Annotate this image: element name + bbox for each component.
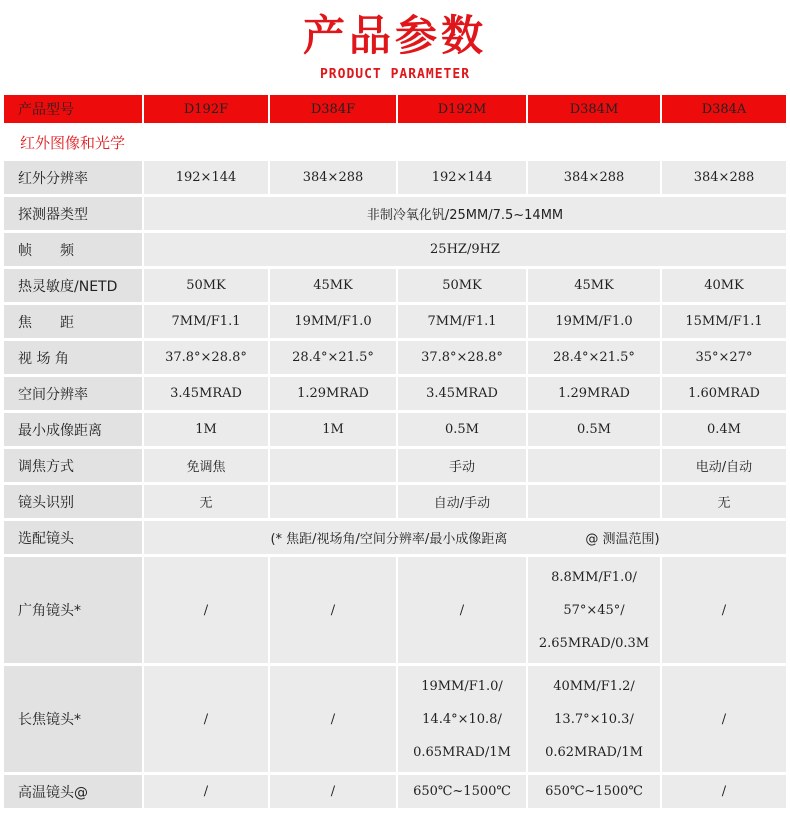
model-label: 产品型号 xyxy=(4,95,142,123)
cell: 非制冷氧化钒/25MM/7.5~14MM xyxy=(142,197,786,230)
cell: / xyxy=(660,557,786,663)
cell: 15MM/F1.1 xyxy=(660,305,786,338)
table-row xyxy=(4,413,786,446)
cell: 192×144 xyxy=(142,161,268,194)
cell: 0.4M xyxy=(660,413,786,446)
cell xyxy=(526,485,660,518)
cell: / xyxy=(660,775,786,808)
cell: 28.4°×21.5° xyxy=(268,341,396,374)
header-row xyxy=(4,95,786,123)
cell: 28.4°×21.5° xyxy=(526,341,660,374)
row-label: 红外分辨率 xyxy=(4,161,142,194)
row-label: 长焦镜头* xyxy=(4,666,142,772)
cell: 3.45MRAD xyxy=(142,377,268,410)
cell: 1.29MRAD xyxy=(526,377,660,410)
cell xyxy=(526,449,660,482)
cell: 192×144 xyxy=(396,161,526,194)
page-title: 产品参数 xyxy=(302,11,487,60)
cell: 45MK xyxy=(526,269,660,302)
cell: 3.45MRAD xyxy=(396,377,526,410)
cell: 免调焦 xyxy=(142,449,268,482)
cell: 7MM/F1.1 xyxy=(142,305,268,338)
table-row xyxy=(4,775,786,808)
cell xyxy=(396,666,526,772)
table-row xyxy=(4,449,786,482)
cell xyxy=(526,557,660,663)
cell: 35°×27° xyxy=(660,341,786,374)
cell: / xyxy=(268,666,396,772)
row-label: 最小成像距离 xyxy=(4,413,142,446)
table-row xyxy=(4,485,786,518)
cell: 自动/手动 xyxy=(396,485,526,518)
table-row xyxy=(4,341,786,374)
table-row xyxy=(4,377,786,410)
row-label: 帧 频 xyxy=(4,233,142,266)
row-label: 视 场 角 xyxy=(4,341,142,374)
row-label: 空间分辨率 xyxy=(4,377,142,410)
cell xyxy=(268,449,396,482)
cell: 19MM/F1.0 xyxy=(268,305,396,338)
cell-line: 8.8MM/F1.0/ xyxy=(551,569,637,585)
cell: / xyxy=(142,775,268,808)
cell: / xyxy=(142,557,268,663)
table-row xyxy=(4,521,786,554)
table-row xyxy=(4,233,786,266)
cell: 50MK xyxy=(142,269,268,302)
cell: 19MM/F1.0 xyxy=(526,305,660,338)
cell xyxy=(526,666,660,772)
cell: 1M xyxy=(268,413,396,446)
cell: 384×288 xyxy=(268,161,396,194)
cell-line: 0.62MRAD/1M xyxy=(545,744,643,760)
table-row xyxy=(4,557,786,663)
cell: 25HZ/9HZ xyxy=(142,233,786,266)
cell-line: 0.65MRAD/1M xyxy=(413,744,511,760)
cell: 37.8°×28.8° xyxy=(142,341,268,374)
cell: 650℃~1500℃ xyxy=(526,775,660,808)
table-row xyxy=(4,305,786,338)
row-label: 高温镜头@ xyxy=(4,775,142,808)
cell xyxy=(268,485,396,518)
cell: 1M xyxy=(142,413,268,446)
cell: 1.29MRAD xyxy=(268,377,396,410)
cell: 45MK xyxy=(268,269,396,302)
row-label: 镜头识别 xyxy=(4,485,142,518)
cell: 0.5M xyxy=(396,413,526,446)
cell: 650℃~1500℃ xyxy=(396,775,526,808)
model-d384m: D384M xyxy=(526,95,660,123)
model-d192f: D192F xyxy=(142,95,268,123)
model-d384a: D384A xyxy=(660,95,786,123)
cell: 7MM/F1.1 xyxy=(396,305,526,338)
model-d192m: D192M xyxy=(396,95,526,123)
cell: (* 焦距/视场角/空间分辨率/最小成像距离 @ 测温范围) xyxy=(142,521,786,554)
cell: 384×288 xyxy=(660,161,786,194)
cell-line: 40MM/F1.2/ xyxy=(553,678,635,694)
cell: 手动 xyxy=(396,449,526,482)
page-subtitle: PRODUCT PARAMETER xyxy=(319,67,471,82)
cell: 50MK xyxy=(396,269,526,302)
cell-line: 13.7°×10.3/ xyxy=(554,711,634,727)
table-row xyxy=(4,269,786,302)
table-row xyxy=(4,666,786,772)
table-row xyxy=(4,197,786,230)
cell: / xyxy=(396,557,526,663)
cell: / xyxy=(142,666,268,772)
table-row xyxy=(4,161,786,194)
cell: / xyxy=(268,557,396,663)
row-label: 热灵敏度/NETD xyxy=(4,269,142,302)
section-row xyxy=(4,126,786,158)
cell: 无 xyxy=(142,485,268,518)
parameter-table xyxy=(4,92,786,811)
cell: 40MK xyxy=(660,269,786,302)
row-label: 选配镜头 xyxy=(4,521,142,554)
cell: 电动/自动 xyxy=(660,449,786,482)
cell-line: 57°×45°/ xyxy=(563,602,625,618)
row-label: 调焦方式 xyxy=(4,449,142,482)
cell: / xyxy=(268,775,396,808)
cell: 37.8°×28.8° xyxy=(396,341,526,374)
row-label: 广角镜头* xyxy=(4,557,142,663)
cell: 1.60MRAD xyxy=(660,377,786,410)
cell-line: 2.65MRAD/0.3M xyxy=(538,635,650,651)
cell: 0.5M xyxy=(526,413,660,446)
cell-line: 19MM/F1.0/ xyxy=(421,678,503,694)
cell: 384×288 xyxy=(526,161,660,194)
row-label: 焦 距 xyxy=(4,305,142,338)
cell: 无 xyxy=(660,485,786,518)
section-title: 红外图像和光学 xyxy=(4,126,786,158)
row-label: 探测器类型 xyxy=(4,197,142,230)
cell: / xyxy=(660,666,786,772)
model-d384f: D384F xyxy=(268,95,396,123)
cell-line: 14.4°×10.8/ xyxy=(422,711,502,727)
